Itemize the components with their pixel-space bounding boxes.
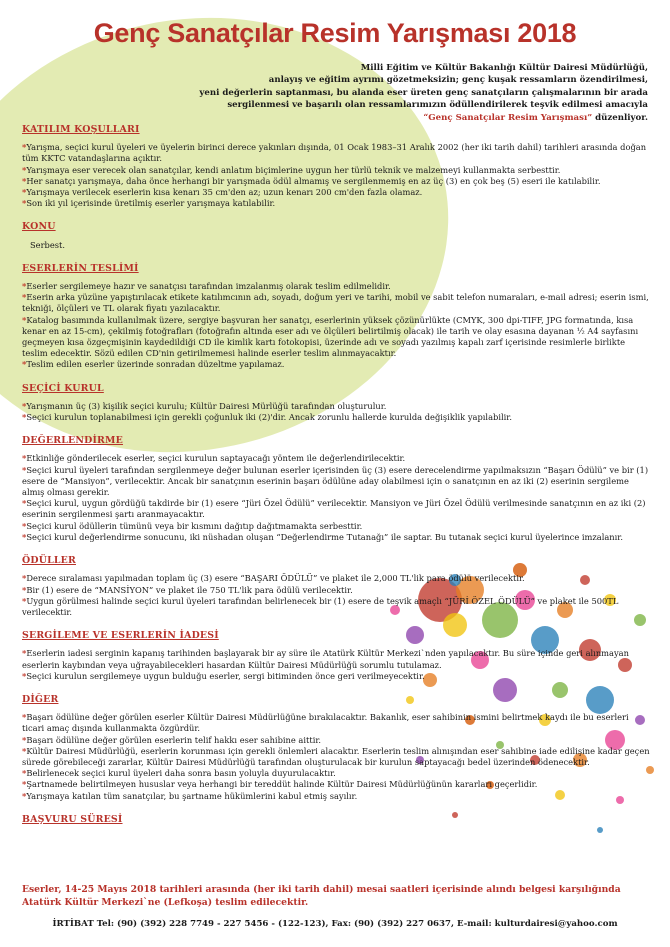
list-item: *Seçici kurulun sergilemeye uygun bulduğu eserler, sergi bitiminden önce geri verilmeyecektir. [22, 670, 425, 681]
deadline-notice [22, 884, 652, 909]
bullet-star-icon: * [22, 198, 27, 209]
list-item: *Seçici kurulun toplanabilmesi için gerekli çoğunluk iki (2)'dir. Ancak zorunlu hallerde kurulda değişiklik yapılabilir. [22, 412, 512, 423]
conditions-body [22, 120, 652, 832]
deadline-line: Eserler, 14-25 Mayıs 2018 tarihleri arasında (her iki tarih dahil) mesai saatleri içerisinde alındı belgesi karşılığında [22, 884, 621, 895]
section-heading-iade: SERGİLEME VE ESERLERİN İADESİ [22, 630, 219, 642]
list-item: *Kültür Dairesi Müdürlüğü, eserlerin korunması için gerekli önlemleri alacaktır. Eserlerin teslim alınışından eser sahibine iade edilişine kadar geçen sürede görebileceği zararlar, Kültür Dairesi Müdürlüğü tarafından oluşturulacak bir kurulun saptayacağı bedel üzerinden ödenecektir. [22, 745, 650, 767]
list-item: *Seçici kurul değerlendirme sonucunu, iki nüshadan oluşan “Değerlendirme Tutanağı” ile saptar. Bu tutanak seçici kurul üyelerince imzalanır. [22, 531, 623, 542]
bullet-star-icon: * [22, 520, 27, 531]
bullet-star-icon: * [22, 745, 27, 756]
bullet-star-icon: * [22, 595, 27, 606]
section-heading-secici: SEÇİCİ KURUL [22, 382, 104, 394]
list-item: *Her sanatçı yarışmaya, daha önce herhangi bir yarışmada ödül almamış ve sergilenmemiş en az üç (3) en çok beş (5) eseri ile katılabilir. [22, 175, 601, 186]
bullet-star-icon: * [22, 573, 27, 584]
list-item: *Yarışmaya katılan tüm sanatçılar, bu şartname hükümlerini kabul etmiş sayılır. [22, 790, 358, 801]
bullet-star-icon: * [22, 453, 27, 464]
bullet-star-icon: * [22, 175, 27, 186]
intro-line: anlayış ve eğitim ayrımı gözetmeksizin; genç kuşak ressamların özendirilmesi, [268, 75, 648, 86]
bullet-star-icon: * [22, 790, 27, 801]
bullet-star-icon: * [22, 648, 27, 659]
deadline-line: Atatürk Kültür Merkezi`ne (Lefkoşa) teslim edilecektir. [22, 896, 309, 908]
list-item: *Başarı ödülüne değer görülen eserlerin telif hakkı eser sahibine aittir. [22, 734, 322, 745]
section-heading-teslim: ESERLERİN TESLİMİ [22, 262, 139, 274]
konu-text: Serbest. [30, 239, 66, 250]
list-item: *Yarışmaya verilecek eserlerin kısa kenarı 35 cm'den az; uzun kenarı 200 cm'den fazla olamaz. [22, 187, 423, 198]
section-heading-basvuru: BAŞVURU SÜRESİ [22, 813, 123, 825]
intro-line: Milli Eğitim ve Kültür Bakanlığı Kültür Dairesi Müdürlüğü, [360, 63, 648, 73]
section-heading-katilim: KATILIM KOŞULLARI [22, 124, 140, 135]
list-item: *Etkinliğe gönderilecek eserler, seçici kurulun saptayacağı yöntem ile değerlendirilecektir. [22, 453, 406, 464]
bullet-star-icon: * [22, 768, 27, 779]
bullet-star-icon: * [22, 359, 27, 370]
list-item: *Belirlenecek seçici kurul üyeleri daha sonra basın yoluyla duyurulacaktır. [22, 768, 336, 779]
bullet-star-icon: * [22, 281, 27, 292]
list-item: *Eserler sergilemeye hazır ve sanatçısı tarafından imzalanmış olarak teslim edilmelidir. [22, 281, 391, 292]
list-item: *Bir (1) esere de “MANSİYON” ve plaket ile 750 TL'lik para ödülü verilecektir. [22, 584, 353, 595]
list-item: *Son iki yıl içerisinde üretilmiş eserler yarışmaya katılabilir. [22, 198, 276, 209]
section-heading-konu: KONU [22, 221, 56, 233]
bullet-star-icon: * [22, 164, 27, 175]
list-item: *Yarışmanın üç (3) kişilik seçici kurulu; Kültür Dairesi Mürlüğü tarafından oluşturulur. [22, 400, 387, 411]
intro-line: sergilenmesi ve başarılı olan ressamlarımızın ödüllendirilerek teşvik edilmesi amacıyla [227, 100, 648, 111]
page-title: Genç Sanatçılar Resim Yarışması 2018 [93, 18, 577, 48]
intro-end: düzenliyor. [592, 112, 648, 123]
bullet-star-icon: * [22, 779, 27, 790]
bullet-star-icon: * [22, 400, 27, 411]
section-heading-diger: DİĞER [22, 693, 59, 705]
bullet-star-icon: * [22, 712, 27, 723]
list-item: *Eserlerin iadesi serginin kapanış tarihinden başlayarak bir ay süre ile Atatürk Kültür Merkezi`nden yapılacaktır. Bu süre içinde geri alınmayan eserlerin kaybından veya uğrayabilecekleri hasardan Kültür Dairesi Müdürlüğü sorumlu tutulamaz. [22, 648, 629, 670]
bullet-star-icon: * [22, 292, 27, 303]
intro-paragraph [188, 62, 648, 124]
bullet-star-icon: * [22, 187, 27, 198]
section-heading-oduller: ÖDÜLLER [22, 555, 76, 567]
contact-info: İRTİBAT Tel: (90) (392) 228 7749 - 227 5456 - (122-123), Fax: (90) (392) 227 0637, E-mail: kulturdairesi@yahoo.com [52, 919, 618, 929]
list-item: *Yarışmaya eser verecek olan sanatçılar, kendi anlatım biçimlerine uygun her türlü teknik ve malzemeyi kullanmakta serbesttir. [22, 164, 561, 175]
bullet-star-icon: * [22, 142, 27, 153]
list-item: *Seçici kurul, uygun gördüğü takdirde bir (1) esere “Jüri Özel Ödülü” verilecektir. Mansiyon ve Jüri Özel Ödülü verilmesinde sanatçının en az iki (2) eserinin sergilenmesi şartı aranmayacaktır. [22, 498, 646, 520]
bullet-star-icon: * [22, 584, 27, 595]
list-item: *Eserin arka yüzüne yapıştırılacak etikete katılımcının adı, soyadı, doğum yeri ve tarihi, mobil ve sabit telefon numaraları, e-mail adresi; eserin ismi, tekniği, ölçüleri ve TL olarak fiyatı yazılacaktır. [22, 292, 649, 314]
list-item: *Şartnamede belirtilmeyen hususlar veya herhangi bir tereddüt halinde Kültür Dairesi Müdürlüğünün kararları geçerlidir. [22, 779, 538, 790]
list-item: *Uygun görülmesi halinde seçici kurul üyeleri tarafından belirlenecek bir (1) esere de teşvik amaçlı “JÜRİ ÖZEL ÖDÜLÜ” ve plaket ile 500TL verilecektir. [22, 595, 619, 617]
list-item: *Yarışma, seçici kurul üyeleri ve üyelerin birinci derece yakınları dışında, 01 Ocak 1983–31 Aralık 2002 (her iki tarih dahil) tarihleri arasında doğan tüm KKTC vatandaşlarına açıktır. [22, 142, 647, 164]
bullet-star-icon: * [22, 498, 27, 509]
list-item: *Teslim edilen eserler üzerinde sonradan düzeltme yapılamaz. [22, 359, 285, 370]
section-heading-degerlendirme: DEĞERLENDİRME [22, 435, 123, 447]
bullet-star-icon: * [22, 531, 27, 542]
list-item: *Seçici kurul üyeleri tarafından sergilenmeye değer bulunan eserler içerisinden üç (3) esere derecelendirme yapılmaksızın “Başarı Ödülü” ve bir (1) esere de “Mansiyon”, verilecektir. Ancak bir sanatçının eserinin başarı ödülüne aday olabilmesi için o sanatçının en az iki (2) eserinin sergileme almış olması gerekir. [22, 464, 649, 498]
list-item: *Katalog basımında kullanılmak üzere, sergiye başvuran her sanatçı, eserlerinin yüksek çözünürlükte (CMYK, 300 dpi-TIFF, JPG formatında, kısa kenar en az 15-cm), çekilmiş fotoğrafları (fotoğrafın altında eser adı ve ölçüleri belirtilmiş olacak) ile tarih ve olay esasına dayanan ½ A4 sayfasını geçmeyen kısa özgeçmişinin kaydedildiği CD ile kimlik kartı fotokopisi, üzerinde adı ve soyadı yazılmış kapalı zarf içerisinde resimlerle birlikte teslim edecektir. Sözü edilen CD'nin getirilmemesi halinde eserler teslim alınmayacaktır. [22, 314, 639, 359]
bullet-star-icon: * [22, 670, 27, 681]
bullet-star-icon: * [22, 314, 27, 325]
list-item: *Derece sıralaması yapılmadan toplam üç (3) esere “BAŞARI ÖDÜLÜ” ve plaket ile 2,000 TL'lik para ödülü verilecektir. [22, 573, 525, 584]
list-item: *Başarı ödülüne değer görülen eserler Kültür Dairesi Müdürlüğüne bırakılacaktır. Bakanlık, eser sahibinin ismini belirtmek kaydı ile bu eserleri ticari amaç dışında kullanmakta özgürdür. [22, 712, 629, 734]
bullet-star-icon: * [22, 734, 27, 745]
intro-line: yeni değerlerin saptanması, bu alanda eser üreten genç sanatçıların çalışmalarının bir arada [199, 87, 648, 98]
list-item: *Seçici kurul ödüllerin tümünü veya bir kısmını dağıtıp dağıtmamakta serbesttir. [22, 520, 363, 531]
competition-name: “Genç Sanatçılar Resim Yarışması” [423, 112, 593, 123]
bullet-star-icon: * [22, 464, 27, 475]
bullet-star-icon: * [22, 412, 27, 423]
